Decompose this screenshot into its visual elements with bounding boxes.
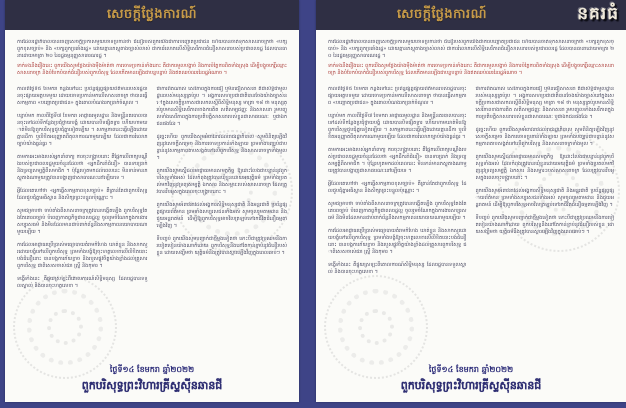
column-right	[157, 86, 288, 344]
intro-paragraph: ការដែលរដ្ឋាភិបាលបានចេញសេចក្តីប្រកាសមួយចោទប្រកាន់ថា ជំនឿរបស់ពួកយើងជាការបញ្ឆោតប្រជាជន ហើយបានចាត់ទុកសាសនាចក្រថា «បក្សពួកខុសច្បាប់» និង «បក្សពួកប្រឆាំងរដ្ឋ» ដោយគ្មានភស្តុតាងច្បាស់លាស់ ជាការរំលោភលើសិទ្ធិសេរីភាពជំនឿសាសនារបស់ប្រជាពលរដ្ឋ ដែលបានធានាដោយមាត្រា ២០ នៃរដ្ឋធម្មនុញ្ញសាធារណរដ្ឋ ។	[328, 39, 614, 59]
intro-paragraph: ការដែលរដ្ឋាភិបាលបានចេញសេចក្តីប្រកាសមួយចោទប្រកាន់ថា ជំនឿរបស់ពួកយើងជាការបញ្ឆោតប្រជាជន ហើយបានចាត់ទុកសាសនាចក្រថា «បក្សពួកខុសច្បាប់» និង «បក្សពួកប្រឆាំងរដ្ឋ» ដោយគ្មានភស្តុតាងច្បាស់លាស់ ជាការរំលោភលើសិទ្ធិសេរីភាពជំនឿសាសនារបស់ប្រជាពលរដ្ឋ ដែលបានធានាដោយមាត្រា ២០ នៃរដ្ឋធម្មនុញ្ញសាធារណរដ្ឋ ។	[17, 39, 287, 59]
page-body-right	[316, 30, 626, 402]
body-paragraph: ពួកយើងសូមអំពាវនាវដល់អង្គការសិទ្ធិមនុស្សជាតិ និងអន្តរជាតិ ប្រព័ន្ធផ្សព្វផ្សាយព័ត៌មាន ព្រមទាំងសប្បុរសជនទាំងអស់ សូមចូលរួមតាមដាន និងជួយអន្តរាគមន៍ ដើម្បីឱ្យពួកបរិសុទ្ធអាចវិលត្រឡប់ទៅរកជីវិតជំនឿធម្មតាឡើងវិញ ។	[475, 188, 614, 208]
masthead-right	[316, 0, 626, 30]
statement-page-right	[316, 0, 626, 402]
page-footer	[316, 364, 626, 395]
body-paragraph: កាលពីថ្ងៃទី៥ ខែមករា កន្លងទៅនេះ ប្រព័ន្ធផ្សព្វផ្សាយព័ត៌មានរបស់រដ្ឋបានចុះផ្សាយអត្ថបទមួយ ដោយចោទប្រកាន់មកលើសាសនាចក្រ ថាបានធ្វើសកម្មភាព «បញ្ឆោតប្រជាជន» ក្នុងគោលបំណងរកប្រាក់ចំណូល ។	[328, 86, 467, 106]
two-column-text	[17, 86, 287, 344]
statement-title: សេចក្តីថ្លែងការណ៍	[396, 6, 487, 22]
column-left	[328, 86, 467, 344]
intro-paragraph-red: ទាក់ទងនឹងរឿងនេះ ពួកយើងសូមថ្លែងយ៉ាងម៉ឺងម៉ាត់ថា ការចោទប្រកាន់ទាំងនោះ គឺជាការមួលបង្កាច់ និងការបំភ្លៃការពិតទាំងស្រុង ដើម្បីបង្ខូចកេរ្តិ៍ឈ្មោះសាសនាចក្រ និងបំបែកបំបាក់ជំនឿរបស់ពួកបរិសុទ្ធ ដែលកើតមានឡើងជាបន្តបន្ទាប់ និងឥតឈប់ឈរនៃរដ្ឋអំណាច ។	[328, 63, 614, 76]
body-paragraph: ការដែលអាជ្ញាធរប្រើប្រាស់មធ្យោបាយគំរាមកំហែង ឃាត់ខ្លួន និងសាកសួរដោយបង្ខំទៅលើពួកបរិសុទ្ធ ព្រមទាំងបង្ខំឱ្យចុះហត្ថលេខាលើលិខិតបោះបង់ជំនឿនោះ បានបង្កការភ័យខ្លាច និងរបួសផ្លូវចិត្តយ៉ាងខ្លាំងដល់គ្រួសារពួកបរិសុទ្ធ ជាពិសេសចាស់ជរា ស្ត្រី និងកុមារ ។	[17, 242, 148, 269]
body-paragraph: តាមការអះអាងរបស់អ្នកនាំពាក្យ ការចុះបង្ក្រាបនោះ គឺផ្អែកលើពាក្យបណ្តឹងរបស់ប្រជាពលរដ្ឋមួយចំនួនដែលថា «អ្នកដឹកនាំជំនឿ» បានទារប្រាក់ និងទ្រព្យសម្បត្តិពីសមាជិក ។ ប៉ុន្តែរហូតមកដល់ពេលនេះ មិនទាន់មានភស្តុតាងណាមួយត្រូវបានបង្ហាញជាសាធារណៈនៅឡើយទេ ។	[328, 147, 467, 174]
statement-title: សេចក្តីថ្លែងការណ៍	[106, 6, 197, 22]
signature-line: ពួកបរិសុទ្ធព្រះវិហារគ្រីស្ទស៊ីនឆានជី	[81, 379, 223, 392]
body-paragraph: ជាការពិតណាស់ សេរីភាពក្នុងការជឿ ឬមិនជឿសាសនា គឺជាសិទ្ធិជាមូលដ្ឋានរបស់មនុស្សគ្រប់រូប ។ អង្គការសហប្រជាជាតិបានចែងយ៉ាងច្បាស់នៅក្នុងសេចក្តីប្រកាសជាសកលស្តីពីសិទ្ធិមនុស្ស មាត្រា ១៨ ថា មនុស្សគ្រប់រូបមានសិទ្ធិសេរីភាពខាងការគិត សតិសម្បជញ្ញៈ និងសាសនា រួមបញ្ចូលទាំងសេរីភាពក្នុងការប្រតិបត្តិសាសនារបស់ខ្លួនជាសាធារណៈ ឬជាឯកជនផងដែរ ។	[475, 86, 614, 120]
body-paragraph: ទង្វើទាំងនេះ គឺផ្ទុយស្រឡះពីគោលការណ៍សិទ្ធិមនុស្ស ដែលរដ្ឋបានទទួលស្គាល់ និងបានចុះហត្ថលេខា ។	[328, 262, 467, 275]
masthead-left	[5, 0, 299, 30]
column-left	[17, 86, 148, 344]
body-paragraph: ទីបញ្ចប់ ពួកយើងសូមបញ្ជាក់ជាថ្មីម្តងទៀតថា ទោះបីជាត្រូវប្រឈមនឹងការបៀតបៀនយ៉ាងណាក៏ដោយ ពួកបរិសុទ្ធនឹងនៅតែកាន់ខ្ជាប់នូវជំនឿរបស់ខ្លួន ដោយសង្ឃឹមថា យុត្តិធម៌នឹងត្រូវបានស្តារឡើងវិញក្នុងពេលឆាប់ៗ ។	[156, 236, 287, 256]
signature-line: ពួកបរិសុទ្ធព្រះវិហារគ្រីស្ទស៊ីនឆានជី	[400, 379, 542, 392]
body-paragraph: កាលពីថ្ងៃទី៥ ខែមករា កន្លងទៅនេះ ប្រព័ន្ធផ្សព្វផ្សាយព័ត៌មានរបស់រដ្ឋបានចុះផ្សាយអត្ថបទមួយ ដោយចោទប្រកាន់មកលើសាសនាចក្រ ថាបានធ្វើសកម្មភាព «បញ្ឆោតប្រជាជន» ក្នុងគោលបំណងរកប្រាក់ចំណូល ។	[17, 86, 148, 106]
body-paragraph: អ្វីដែលគេហៅថា «អ្នកធ្វើសកម្មភាពខុសច្បាប់» គឺគ្រាន់តែជាពួកបរិសុទ្ធ ដែលជួបជុំគ្នាអធិស្ឋាន និងសិក្សាព្រះបន្ទូលប៉ុណ្ណោះ ។	[328, 181, 467, 194]
intro-block	[328, 39, 614, 80]
body-paragraph: ជាការពិតណាស់ សេរីភាពក្នុងការជឿ ឬមិនជឿសាសនា គឺជាសិទ្ធិជាមូលដ្ឋានរបស់មនុស្សគ្រប់រូប ។ អង្គការសហប្រជាជាតិបានចែងយ៉ាងច្បាស់នៅក្នុងសេចក្តីប្រកាសជាសកលស្តីពីសិទ្ធិមនុស្ស មាត្រា ១៨ ថា មនុស្សគ្រប់រូបមានសិទ្ធិសេរីភាពខាងការគិត សតិសម្បជញ្ញៈ និងសាសនា រួមបញ្ចូលទាំងសេរីភាពក្នុងការប្រតិបត្តិសាសនារបស់ខ្លួនជាសាធារណៈ ឬជាឯកជនផងដែរ ។	[156, 86, 287, 127]
body-paragraph: ដូច្នេះហើយ ពួកយើងសូមអំពាវនាវដល់រាជរដ្ឋាភិបាល សូមពិនិត្យឡើងវិញនូវសេចក្តីសម្រេច និងការចោទប្រកាន់ទាំងឡាយ ព្រមទាំងបញ្ឈប់ជាបន្ទាន់នូវសកម្មភាពគាបសង្កត់ទៅលើពួកបរិសុទ្ធ និងសាសនាចក្រទាំងមូល ។	[475, 127, 614, 147]
nokor-thom-logotype: នគរធំ	[577, 4, 619, 24]
two-column-text	[328, 86, 614, 344]
date-line: ថ្ងៃទី១៤ ខែមករា ឆ្នាំ២០២២	[428, 365, 514, 374]
column-right	[476, 86, 615, 344]
page-footer	[5, 364, 299, 395]
body-paragraph: ទីបញ្ចប់ ពួកយើងសូមបញ្ជាក់ជាថ្មីម្តងទៀតថា ទោះបីជាត្រូវប្រឈមនឹងការបៀតបៀនយ៉ាងណាក៏ដោយ ពួកបរិសុទ្ធនឹងនៅតែកាន់ខ្ជាប់នូវជំនឿរបស់ខ្លួន ដោយសង្ឃឹមថា យុត្តិធម៌នឹងត្រូវបានស្តារឡើងវិញក្នុងពេលឆាប់ៗ ។	[475, 215, 614, 235]
body-paragraph: ពួកយើងសូមអំពាវនាវដល់អង្គការសិទ្ធិមនុស្សជាតិ និងអន្តរជាតិ ប្រព័ន្ធផ្សព្វផ្សាយព័ត៌មាន ព្រមទាំងសប្បុរសជនទាំងអស់ សូមចូលរួមតាមដាន និងជួយអន្តរាគមន៍ ដើម្បីឱ្យពួកបរិសុទ្ធអាចវិលត្រឡប់ទៅរកជីវិតជំនឿធម្មតាឡើងវិញ ។	[156, 202, 287, 229]
body-paragraph: ទង្វើទាំងនេះ គឺផ្ទុយស្រឡះពីគោលការណ៍សិទ្ធិមនុស្ស ដែលរដ្ឋបានទទួលស្គាល់ និងបានចុះហត្ថលេខា ។	[17, 276, 148, 289]
body-paragraph: បន្ទាប់មក កាលពីថ្ងៃទី៧ ខែមករា អាជ្ញាធរមូលដ្ឋាន និងមន្ត្រីនគរបាលបានចុះទៅដល់ទីកន្លែងប្រជុំថ្វាយបង្គំ ដោយបានបិទផ្សិតទ្វារ ហើយហាមឃាត់មិនឱ្យពួកបរិសុទ្ធជួបជុំគ្នាទៀតឡើយ ។ សកម្មភាពនេះធ្វើឡើងដោយគ្មានដីកា ឬលិខិតអនុញ្ញាតពីតុលាការណាមួយឡើយ ដែលជាការរំលោភច្បាប់យ៉ាងធ្ងន់ធ្ងរ ។	[328, 113, 467, 140]
page-body-left	[5, 30, 299, 402]
body-paragraph: អ្វីដែលគេហៅថា «អ្នកធ្វើសកម្មភាពខុសច្បាប់» គឺគ្រាន់តែជាពួកបរិសុទ្ធ ដែលជួបជុំគ្នាអធិស្ឋាន និងសិក្សាព្រះបន្ទូលប៉ុណ្ណោះ ។	[17, 188, 148, 201]
body-paragraph: សូមជម្រាបថា ចាប់តាំងពីសាសនាចក្រត្រូវបានបង្កើតឡើង ពួកបរិសុទ្ធតែងតែគោរពច្បាប់ បំពេញកាតព្វកិច្ចជាពលរដ្ឋល្អ ចូលរួមចំណែកក្នុងការងារសប្បុរសធម៌ និងមិនដែលមានជាប់ពាក់ព័ន្ធនឹងសកម្មភាពនយោបាយណាមួយឡើយ ។	[17, 208, 148, 235]
body-paragraph: តាមការអះអាងរបស់អ្នកនាំពាក្យ ការចុះបង្ក្រាបនោះ គឺផ្អែកលើពាក្យបណ្តឹងរបស់ប្រជាពលរដ្ឋមួយចំនួនដែលថា «អ្នកដឹកនាំជំនឿ» បានទារប្រាក់ និងទ្រព្យសម្បត្តិពីសមាជិក ។ ប៉ុន្តែរហូតមកដល់ពេលនេះ មិនទាន់មានភស្តុតាងណាមួយត្រូវបានបង្ហាញជាសាធារណៈនៅឡើយទេ ។	[17, 154, 148, 181]
body-paragraph: ពួកយើងសូមស្នើដល់អាជ្ញាធរមានសមត្ថកិច្ច ឱ្យដោះលែងជាបន្ទាន់នូវពួកបរិសុទ្ធទាំងអស់ ដែលកំពុងត្រូវបានឃុំខ្លួនដោយអយុត្តិធម៌ ព្រមទាំងប្រគល់មកវិញនូវទ្រព្យសម្បត្តិ ឯកសារ និងសម្ភារៈរបស់សាសនាចក្រ ដែលត្រូវបានរឹបអូសក្នុងពេលចុះបង្ក្រាបនោះ ។	[475, 154, 614, 181]
page-content	[316, 30, 626, 344]
intro-block	[17, 39, 287, 80]
body-paragraph: ការដែលអាជ្ញាធរប្រើប្រាស់មធ្យោបាយគំរាមកំហែង ឃាត់ខ្លួន និងសាកសួរដោយបង្ខំទៅលើពួកបរិសុទ្ធ ព្រមទាំងបង្ខំឱ្យចុះហត្ថលេខាលើលិខិតបោះបង់ជំនឿនោះ បានបង្កការភ័យខ្លាច និងរបួសផ្លូវចិត្តយ៉ាងខ្លាំងដល់គ្រួសារពួកបរិសុទ្ធ ជាពិសេសចាស់ជរា ស្ត្រី និងកុមារ ។	[328, 228, 467, 255]
intro-paragraph-red: ទាក់ទងនឹងរឿងនេះ ពួកយើងសូមថ្លែងយ៉ាងម៉ឺងម៉ាត់ថា ការចោទប្រកាន់ទាំងនោះ គឺជាការមួលបង្កាច់ និងការបំភ្លៃការពិតទាំងស្រុង ដើម្បីបង្ខូចកេរ្តិ៍ឈ្មោះសាសនាចក្រ និងបំបែកបំបាក់ជំនឿរបស់ពួកបរិសុទ្ធ ដែលកើតមានឡើងជាបន្តបន្ទាប់ និងឥតឈប់ឈរនៃរដ្ឋអំណាច ។	[17, 63, 287, 76]
body-paragraph: ពួកយើងសូមស្នើដល់អាជ្ញាធរមានសមត្ថកិច្ច ឱ្យដោះលែងជាបន្ទាន់នូវពួកបរិសុទ្ធទាំងអស់ ដែលកំពុងត្រូវបានឃុំខ្លួនដោយអយុត្តិធម៌ ព្រមទាំងប្រគល់មកវិញនូវទ្រព្យសម្បត្តិ ឯកសារ និងសម្ភារៈរបស់សាសនាចក្រ ដែលត្រូវបានរឹបអូសក្នុងពេលចុះបង្ក្រាបនោះ ។	[156, 168, 287, 195]
date-line: ថ្ងៃទី១៤ ខែមករា ឆ្នាំ២០២២	[109, 365, 195, 374]
body-paragraph: សូមជម្រាបថា ចាប់តាំងពីសាសនាចក្រត្រូវបានបង្កើតឡើង ពួកបរិសុទ្ធតែងតែគោរពច្បាប់ បំពេញកាតព្វកិច្ចជាពលរដ្ឋល្អ ចូលរួមចំណែកក្នុងការងារសប្បុរសធម៌ និងមិនដែលមានជាប់ពាក់ព័ន្ធនឹងសកម្មភាពនយោបាយណាមួយឡើយ ។	[328, 201, 467, 221]
body-paragraph: បន្ទាប់មក កាលពីថ្ងៃទី៧ ខែមករា អាជ្ញាធរមូលដ្ឋាន និងមន្ត្រីនគរបាលបានចុះទៅដល់ទីកន្លែងប្រជុំថ្វាយបង្គំ ដោយបានបិទផ្សិតទ្វារ ហើយហាមឃាត់មិនឱ្យពួកបរិសុទ្ធជួបជុំគ្នាទៀតឡើយ ។ សកម្មភាពនេះធ្វើឡើងដោយគ្មានដីកា ឬលិខិតអនុញ្ញាតពីតុលាការណាមួយឡើយ ដែលជាការរំលោភច្បាប់យ៉ាងធ្ងន់ធ្ងរ ។	[17, 113, 148, 147]
page-content	[5, 30, 299, 344]
statement-page-left	[5, 0, 299, 402]
body-paragraph: ដូច្នេះហើយ ពួកយើងសូមអំពាវនាវដល់រាជរដ្ឋាភិបាល សូមពិនិត្យឡើងវិញនូវសេចក្តីសម្រេច និងការចោទប្រកាន់ទាំងឡាយ ព្រមទាំងបញ្ឈប់ជាបន្ទាន់នូវសកម្មភាពគាបសង្កត់ទៅលើពួកបរិសុទ្ធ និងសាសនាចក្រទាំងមូល ។	[156, 134, 287, 161]
